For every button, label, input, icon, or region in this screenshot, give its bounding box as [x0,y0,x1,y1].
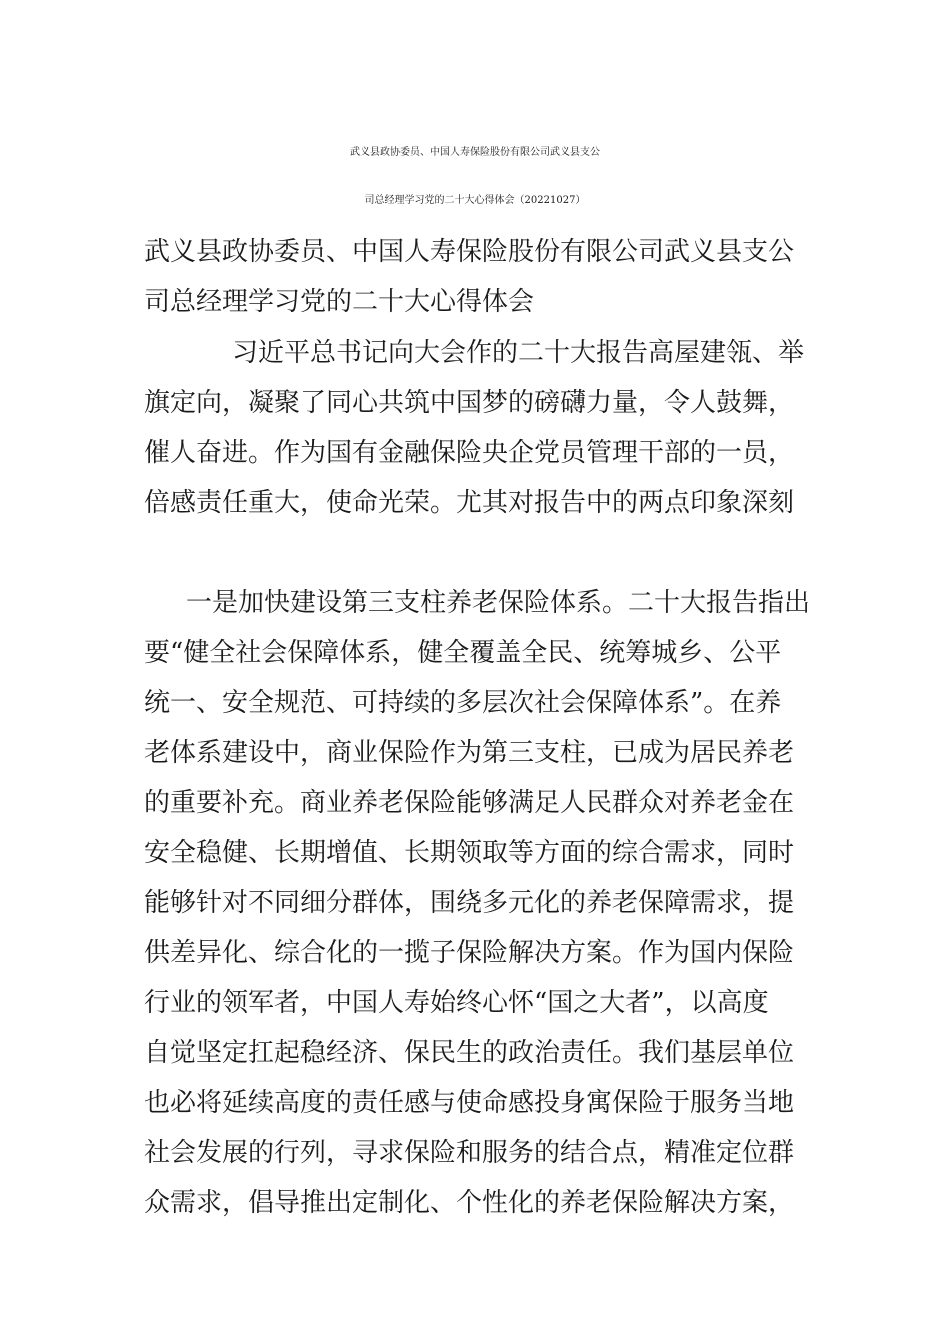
paragraph2-line-9: 行业的领军者，中国人寿始终心怀“国之大者”，以高度 [144,988,769,1018]
document-title-line-1: 武义县政协委员、中国人寿保险股份有限公司武义县支公 [350,147,600,158]
document-title-line-2: 司总经理学习党的二十大心得体会（20221027） [364,195,586,206]
paragraph1-line-4: 倍感责任重大，使命光荣。尤其对报告中的两点印象深刻 [144,488,795,518]
paragraph1-line-3: 催人奋进。作为国有金融保险央企党员管理干部的一员， [144,438,795,468]
paragraph2-line-1: 一是加快建设第三支柱养老保险体系。二十大报告指出 [186,588,811,618]
subtitle-line-1: 武义县政协委员、中国人寿保险股份有限公司武义县支公 [144,237,795,267]
paragraph2-line-6: 安全稳健、长期增值、长期领取等方面的综合需求，同时 [144,838,795,868]
paragraph2-line-2: 要“健全社会保障体系，健全覆盖全民、统筹城乡、公平 [144,638,782,668]
paragraph2-line-10: 自觉坚定扛起稳经济、保民生的政治责任。我们基层单位 [144,1038,795,1068]
paragraph2-line-12: 社会发展的行列，寻求保险和服务的结合点，精准定位群 [144,1138,795,1168]
paragraph2-line-11: 也必将延续高度的责任感与使命感投身寓保险于服务当地 [144,1088,795,1118]
paragraph2-line-3: 统一、安全规范、可持续的多层次社会保障体系”。在养 [144,688,782,718]
paragraph1-line-1: 习近平总书记向大会作的二十大报告高屋建瓴、举 [232,338,805,368]
paragraph2-line-7: 能够针对不同细分群体，围绕多元化的养老保障需求，提 [144,888,795,918]
paragraph2-line-13: 众需求，倡导推出定制化、个性化的养老保险解决方案， [144,1188,795,1218]
paragraph2-line-5: 的重要补充。商业养老保险能够满足人民群众对养老金在 [144,788,795,818]
subtitle-line-2: 司总经理学习党的二十大心得体会 [144,287,535,317]
paragraph1-line-2: 旗定向，凝聚了同心共筑中国梦的磅礴力量，令人鼓舞， [144,388,795,418]
paragraph2-line-8: 供差异化、综合化的一揽子保险解决方案。作为国内保险 [144,938,795,968]
paragraph2-line-4: 老体系建设中，商业保险作为第三支柱，已成为居民养老 [144,738,795,768]
